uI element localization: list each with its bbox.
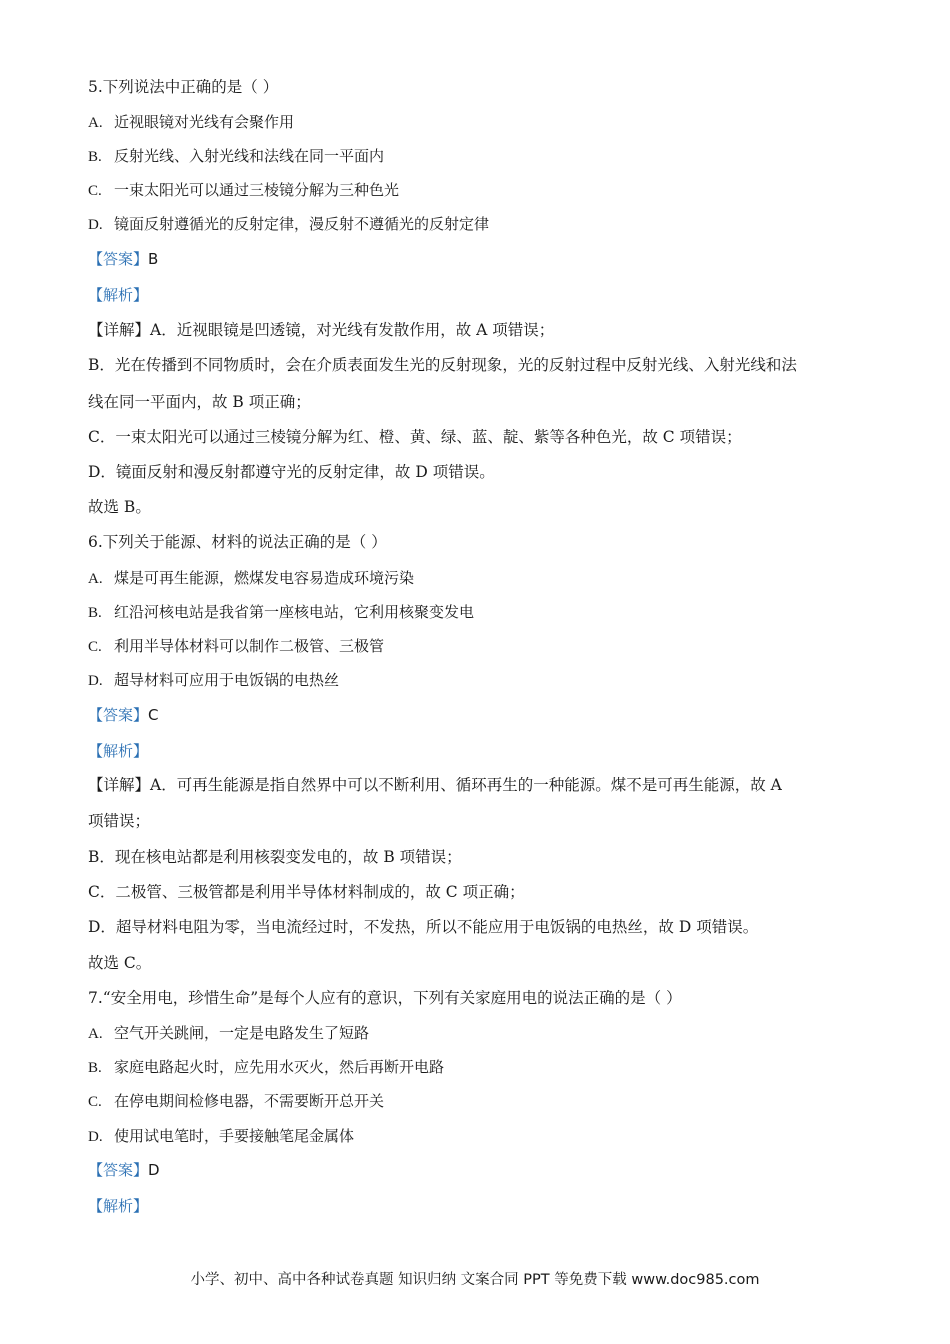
option-key: D. bbox=[88, 217, 103, 233]
option-text: 红沿河核电站是我省第一座核电站，它利用核聚变发电 bbox=[114, 603, 475, 621]
option-text: 空气开关跳闸，一定是电路发生了短路 bbox=[114, 1024, 370, 1042]
q5-analysis-label bbox=[88, 284, 890, 306]
q7-answer bbox=[88, 1159, 890, 1181]
option-key: A. bbox=[88, 571, 103, 587]
analysis-label: 【解析】 bbox=[88, 742, 149, 760]
answer-value: B bbox=[148, 250, 159, 268]
q6-option-d bbox=[88, 669, 890, 692]
option-text: 镜面反射遵循光的反射定律，漫反射不遵循光的反射定律 bbox=[114, 215, 490, 233]
q6-conclusion: 故选 C。 bbox=[88, 954, 152, 972]
option-text: 利用半导体材料可以制作二极管、三极管 bbox=[114, 637, 385, 655]
page-footer: 小学、初中、高中各种试卷真题 知识归纳 文案合同 PPT 等免费下载 www.doc985.com bbox=[190, 1272, 760, 1288]
answer-label: 【答案】 bbox=[88, 706, 149, 724]
q6-detail-line: 【详解】A．可再生能源是指自然界中可以不断利用、循环再生的一种能源。煤不是可再生能源，故 A bbox=[88, 776, 782, 794]
q6-answer bbox=[88, 704, 890, 726]
option-text: 近视眼镜对光线有会聚作用 bbox=[114, 113, 295, 131]
option-key: B. bbox=[88, 149, 102, 165]
option-key: D. bbox=[88, 1129, 103, 1145]
option-key: C. bbox=[88, 1094, 102, 1110]
analysis-label: 【解析】 bbox=[88, 286, 149, 304]
option-key: A. bbox=[88, 115, 103, 131]
option-text: 使用试电笔时，手要接触笔尾金属体 bbox=[114, 1127, 355, 1145]
q7-analysis-label bbox=[88, 1195, 890, 1217]
q6-option-a bbox=[88, 567, 890, 590]
answer-value: D bbox=[148, 1161, 160, 1179]
q6-detail-line: C．二极管、三极管都是利用半导体材料制成的，故 C 项正确； bbox=[88, 883, 525, 901]
q5-option-a bbox=[88, 111, 890, 134]
q6-detail-line: D．超导材料电阻为零，当电流经过时，不发热，所以不能应用于电饭锅的电热丝，故 D 项错误。 bbox=[88, 918, 759, 936]
q5-option-c bbox=[88, 179, 890, 202]
q5-detail-line: C．一束太阳光可以通过三棱镜分解为红、橙、黄、绿、蓝、靛、紫等各种色光，故 C 项错误； bbox=[88, 428, 742, 446]
q7-option-b bbox=[88, 1056, 890, 1079]
option-key: D. bbox=[88, 673, 103, 689]
answer-label: 【答案】 bbox=[88, 1161, 149, 1179]
option-key: A. bbox=[88, 1026, 103, 1042]
q6-option-c bbox=[88, 635, 890, 658]
q6-detail-line: B．现在核电站都是利用核裂变发电的，故 B 项错误； bbox=[88, 848, 462, 866]
option-text: 煤是可再生能源，燃煤发电容易造成环境污染 bbox=[114, 569, 415, 587]
option-text: 一束太阳光可以通过三棱镜分解为三种色光 bbox=[114, 181, 400, 199]
q5-option-d bbox=[88, 213, 890, 236]
option-text: 在停电期间检修电器，不需要断开总开关 bbox=[114, 1092, 385, 1110]
q5-detail-line: 线在同一平面内，故 B 项正确； bbox=[88, 393, 311, 411]
answer-label: 【答案】 bbox=[88, 250, 149, 268]
q6-analysis-label bbox=[88, 740, 890, 762]
q5-option-b bbox=[88, 145, 890, 168]
option-key: C. bbox=[88, 183, 102, 199]
q5-stem: 5.下列说法中正确的是（ ） bbox=[88, 78, 279, 96]
answer-value: C bbox=[148, 706, 159, 724]
q5-detail-line: D．镜面反射和漫反射都遵守光的反射定律，故 D 项错误。 bbox=[88, 463, 495, 481]
q5-answer bbox=[88, 248, 890, 270]
analysis-label: 【解析】 bbox=[88, 1197, 149, 1215]
option-text: 反射光线、入射光线和法线在同一平面内 bbox=[114, 147, 385, 165]
q6-detail-line: 项错误； bbox=[88, 812, 151, 830]
option-key: C. bbox=[88, 639, 102, 655]
q7-option-d bbox=[88, 1125, 890, 1148]
q5-conclusion: 故选 B。 bbox=[88, 498, 151, 516]
q7-option-c bbox=[88, 1090, 890, 1113]
q6-stem: 6.下列关于能源、材料的说法正确的是（ ） bbox=[88, 533, 387, 551]
option-text: 家庭电路起火时，应先用水灭火，然后再断开电路 bbox=[114, 1058, 445, 1076]
option-text: 超导材料可应用于电饭锅的电热丝 bbox=[114, 671, 340, 689]
q7-option-a bbox=[88, 1022, 890, 1045]
q5-detail-line: B．光在传播到不同物质时，会在介质表面发生光的反射现象，光的反射过程中反射光线、入射光线和法 bbox=[88, 356, 797, 374]
q6-option-b bbox=[88, 601, 890, 624]
option-key: B. bbox=[88, 1060, 102, 1076]
q7-stem: 7.“安全用电，珍惜生命”是每个人应有的意识，下列有关家庭用电的说法正确的是（ ） bbox=[88, 989, 682, 1007]
option-key: B. bbox=[88, 605, 102, 621]
q5-detail-line: 【详解】A．近视眼镜是凹透镜，对光线有发散作用，故 A 项错误； bbox=[88, 321, 555, 339]
